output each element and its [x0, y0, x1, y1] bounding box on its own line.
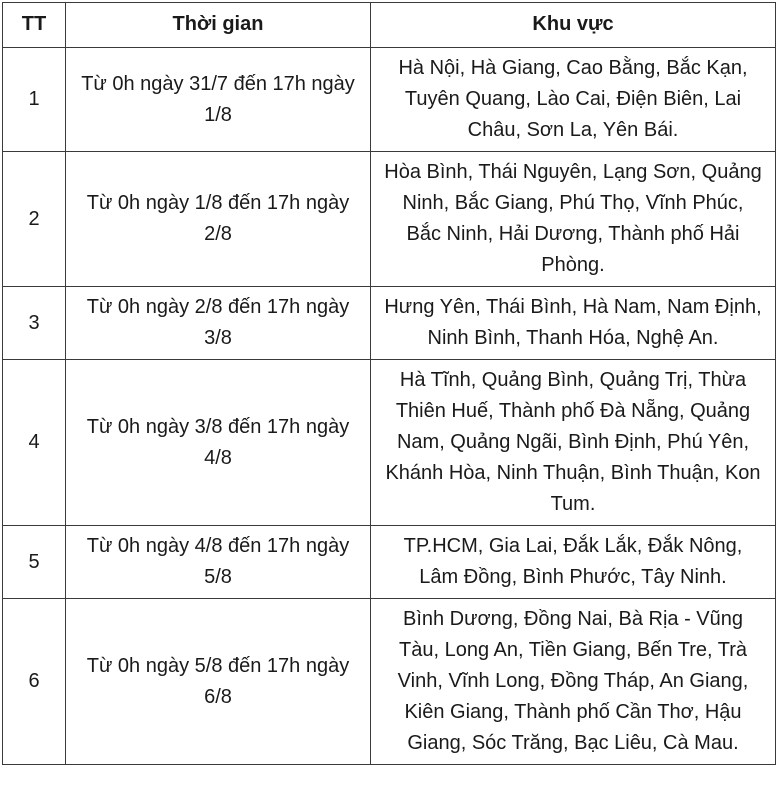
header-time: Thời gian — [66, 3, 371, 48]
cell-tt: 2 — [3, 152, 66, 287]
table-row — [3, 526, 776, 599]
cell-time: Từ 0h ngày 31/7 đến 17h ngày 1/8 — [66, 48, 371, 152]
cell-area: Hưng Yên, Thái Bình, Hà Nam, Nam Định, Ninh Bình, Thanh Hóa, Nghệ An. — [371, 287, 776, 360]
cell-time: Từ 0h ngày 5/8 đến 17h ngày 6/8 — [66, 599, 371, 765]
table-row — [3, 48, 776, 152]
table-row — [3, 599, 776, 765]
cell-time: Từ 0h ngày 4/8 đến 17h ngày 5/8 — [66, 526, 371, 599]
table-body — [3, 48, 776, 765]
cell-time: Từ 0h ngày 2/8 đến 17h ngày 3/8 — [66, 287, 371, 360]
cell-tt: 3 — [3, 287, 66, 360]
cell-tt: 1 — [3, 48, 66, 152]
cell-tt: 4 — [3, 360, 66, 526]
schedule-table — [2, 2, 776, 765]
table-row — [3, 152, 776, 287]
header-tt: TT — [3, 3, 66, 48]
cell-tt: 5 — [3, 526, 66, 599]
header-row — [3, 3, 776, 48]
cell-area: Hà Tĩnh, Quảng Bình, Quảng Trị, Thừa Thiên Huế, Thành phố Đà Nẵng, Quảng Nam, Quảng Ngãi, Bình Định, Phú Yên, Khánh Hòa, Ninh Thuận, Bình Thuận, Kon Tum. — [371, 360, 776, 526]
cell-area: Hà Nội, Hà Giang, Cao Bằng, Bắc Kạn, Tuyên Quang, Lào Cai, Điện Biên, Lai Châu, Sơn La, Yên Bái. — [371, 48, 776, 152]
table-header — [3, 3, 776, 48]
table-row — [3, 360, 776, 526]
cell-time: Từ 0h ngày 3/8 đến 17h ngày 4/8 — [66, 360, 371, 526]
table-row — [3, 287, 776, 360]
cell-time: Từ 0h ngày 1/8 đến 17h ngày 2/8 — [66, 152, 371, 287]
cell-area: Hòa Bình, Thái Nguyên, Lạng Sơn, Quảng Ninh, Bắc Giang, Phú Thọ, Vĩnh Phúc, Bắc Ninh, Hải Dương, Thành phố Hải Phòng. — [371, 152, 776, 287]
header-area: Khu vực — [371, 3, 776, 48]
cell-area: TP.HCM, Gia Lai, Đắk Lắk, Đắk Nông, Lâm Đồng, Bình Phước, Tây Ninh. — [371, 526, 776, 599]
cell-area: Bình Dương, Đồng Nai, Bà Rịa - Vũng Tàu, Long An, Tiền Giang, Bến Tre, Trà Vinh, Vĩnh Long, Đồng Tháp, An Giang, Kiên Giang, Thành phố Cần Thơ, Hậu Giang, Sóc Trăng, Bạc Liêu, Cà Mau. — [371, 599, 776, 765]
cell-tt: 6 — [3, 599, 66, 765]
